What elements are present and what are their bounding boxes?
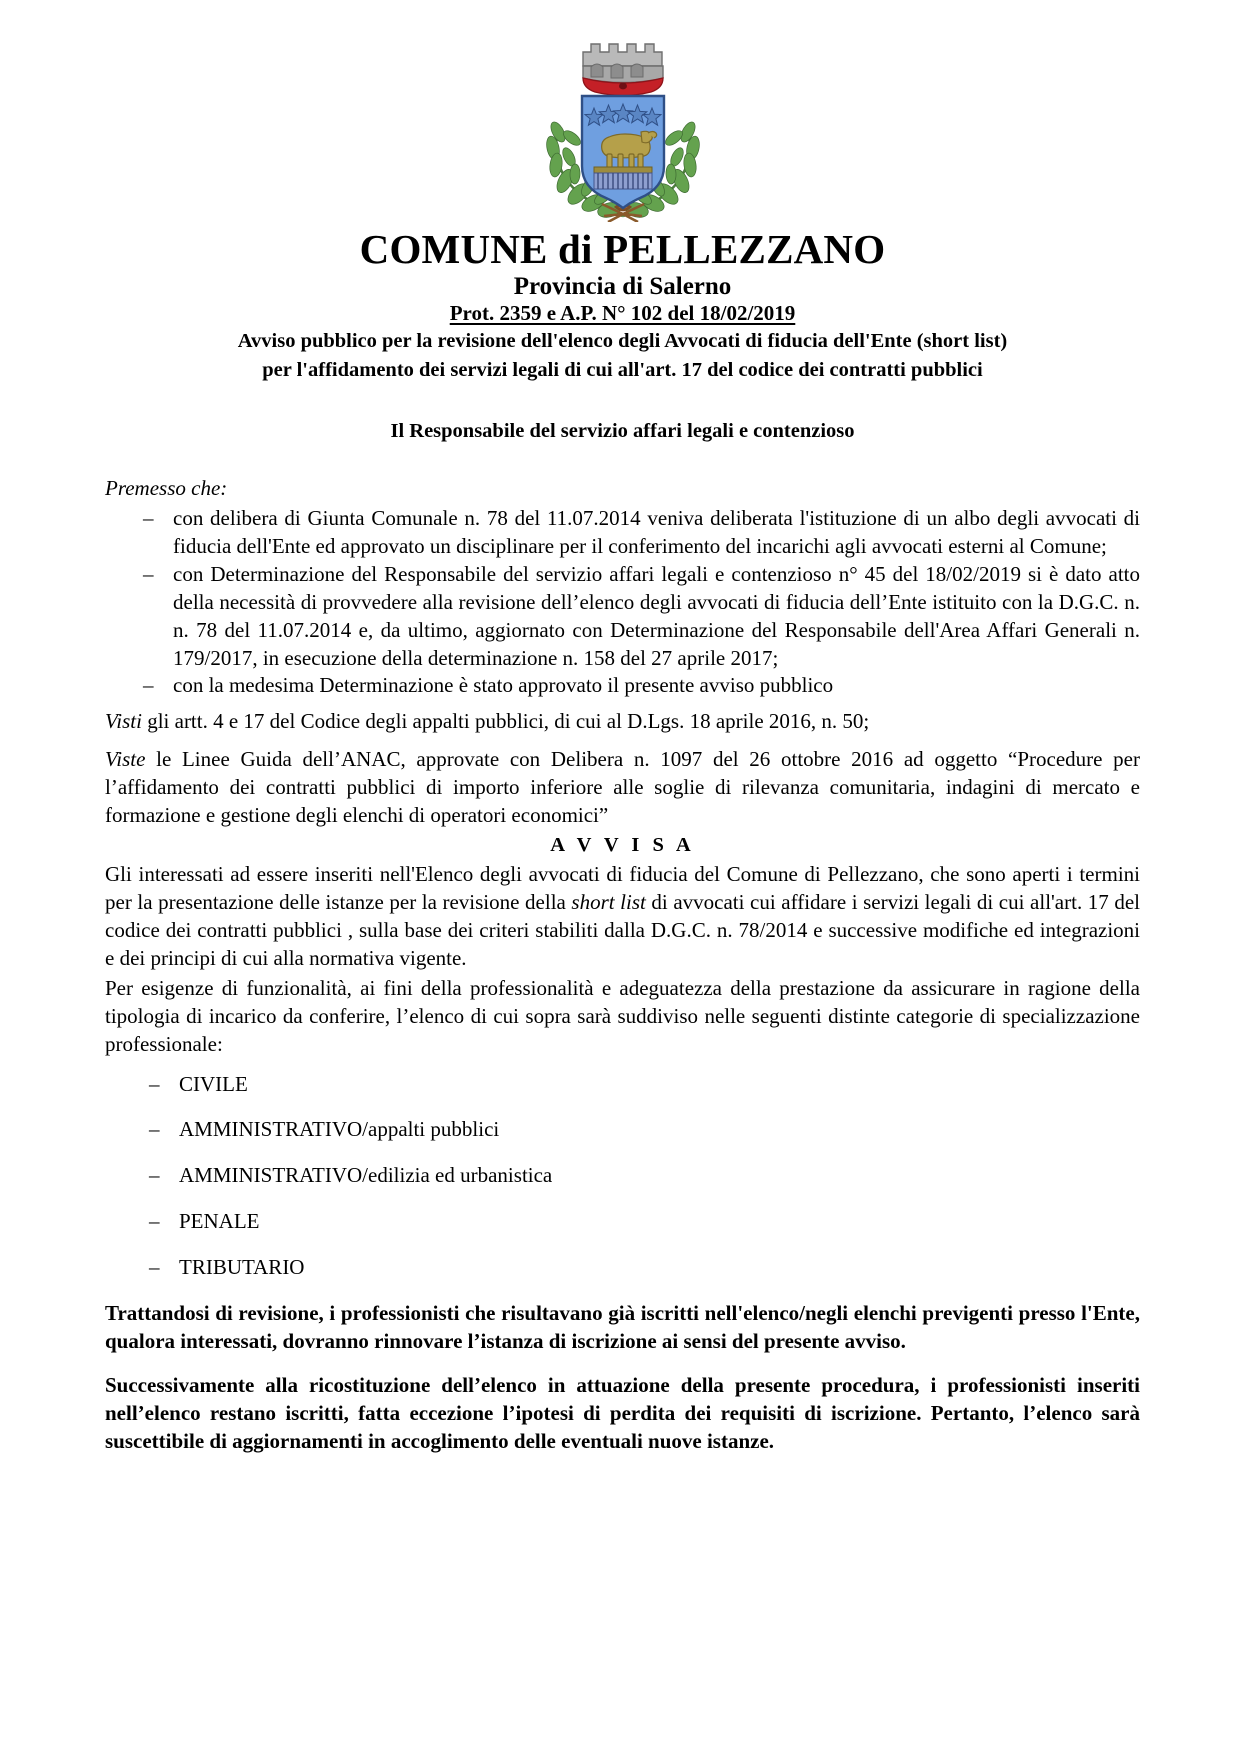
avvisa-paragraph-1 [105, 861, 1140, 973]
list-item: – PENALE [105, 1208, 1140, 1236]
subtitle-provincia: Provincia di Salerno [513, 272, 732, 300]
premesso-list [105, 505, 1140, 700]
list-item: – TRIBUTARIO [105, 1254, 1140, 1282]
protocol-line [105, 301, 1140, 325]
premesso-intro: Premesso che: [105, 476, 228, 500]
avvisa-paragraph-1-part-1: Gli interessati ad essere inseriti nell'Elenco degli avvocati di fiducia del Comune di Pellezzano, che sono aperti i termini per la presentazione delle istanze per la revisione della [105, 862, 1140, 914]
list-item: – con delibera di Giunta Comunale n. 78 del 11.07.2014 veniva deliberata l'istituzione di un albo degli avvocati di fiducia dell'Ente ed approvato un disciplinare per il conferimento del incarichi agli avvocati esterni al Comune; [105, 505, 1140, 561]
coat-of-arms-icon [528, 26, 718, 222]
visti-text: gli artt. 4 e 17 del Codice degli appalti pubblici, di cui al D.Lgs. 18 aprile 2016, n. 50; [141, 709, 870, 734]
list-item: – CIVILE [105, 1071, 1140, 1099]
visti-label: Visti [105, 709, 142, 734]
page-title-comune: COMUNE di PELLEZZANO [359, 226, 886, 272]
closing-paragraph-1: Trattandosi di revisione, i professionisti che risultavano già iscritti nell'elenco/negli elenchi previgenti presso l'Ente, qualora interessati, dovranno rinnovare l’istanza di iscrizione ai sensi del presente avviso. [105, 1301, 1140, 1354]
avvisa-paragraph-2: Per esigenze di funzionalità, ai fini della professionalità e adeguatezza della prestazione da assicurare in ragione della tipologia di incarico da conferire, l’elenco di cui sopra sarà suddiviso nelle seguenti distinte categorie di specializzazione professionale: [105, 975, 1140, 1056]
avviso-title-line-2: per l'affidamento dei servizi legali di cui all'art. 17 del codice dei contratti pubblici [262, 359, 983, 382]
emblem-container [105, 26, 1140, 222]
viste-text: le Linee Guida dell’ANAC, approvate con Delibera n. 1097 del 26 ottobre 2016 ad oggetto “Procedure per l’affidamento dei contratti pubblici di importo inferiore alle soglie di rilevanza comunitaria, indagini di mercato e formazione e gestione degli elenchi di operatori economici” [105, 747, 1140, 828]
list-item: – con la medesima Determinazione è stato approvato il presente avviso pubblico [105, 672, 1140, 700]
list-item: – AMMINISTRATIVO/edilizia ed urbanistica [105, 1162, 1140, 1190]
categorie-list [105, 1071, 1140, 1283]
avviso-title-line-1: Avviso pubblico per la revisione dell'elenco degli Avvocati di fiducia dell'Ente (short list) [237, 330, 1008, 353]
viste-label: Viste [105, 747, 146, 772]
viste-paragraph [105, 746, 1140, 830]
avvisa-paragraph-1-part-2: di avvocati cui affidare i servizi legali di cui all'art. 17 del codice dei contratti pubblici , sulla base dei criteri stabiliti dalla D.G.C. n. 78/2014 e successive modifiche ed integrazioni e dei principi di cui alla normativa vigente. [105, 889, 1141, 970]
short-list-term: short list [571, 889, 646, 914]
list-item: – AMMINISTRATIVO/appalti pubblici [105, 1116, 1140, 1144]
avvisa-heading: A V V I S A [550, 834, 695, 857]
visti-paragraph [105, 708, 1140, 736]
responsabile-heading: Il Responsabile del servizio affari legali e contenzioso [390, 420, 855, 443]
list-item: – con Determinazione del Responsabile del servizio affari legali e contenzioso n° 45 del 18/02/2019 si è dato atto della necessità di provvedere alla revisione dell’elenco degli avvocati di fiducia dell’Ente istituito con la D.G.C. n. n. 78 del 11.07.2014 e, da ultimo, aggiornato con Determinazione del Responsabile dell'Area Affari Generali n. 179/2017, in esecuzione della determinazione n. 158 del 27 aprile 2017; [105, 561, 1140, 673]
protocol-number: Prot. 2359 e A.P. N° 102 del 18/02/2019 [449, 301, 796, 326]
closing-paragraph-2: Successivamente alla ricostituzione dell’elenco in attuazione della presente procedura, i professionisti inseriti nell’elenco restano iscritti, fatta eccezione l’ipotesi di perdita dei requisiti di iscrizione. Pertanto, l’elenco sarà suscettibile di aggiornamenti in accoglimento delle eventuali nuove istanze. [105, 1372, 1140, 1453]
